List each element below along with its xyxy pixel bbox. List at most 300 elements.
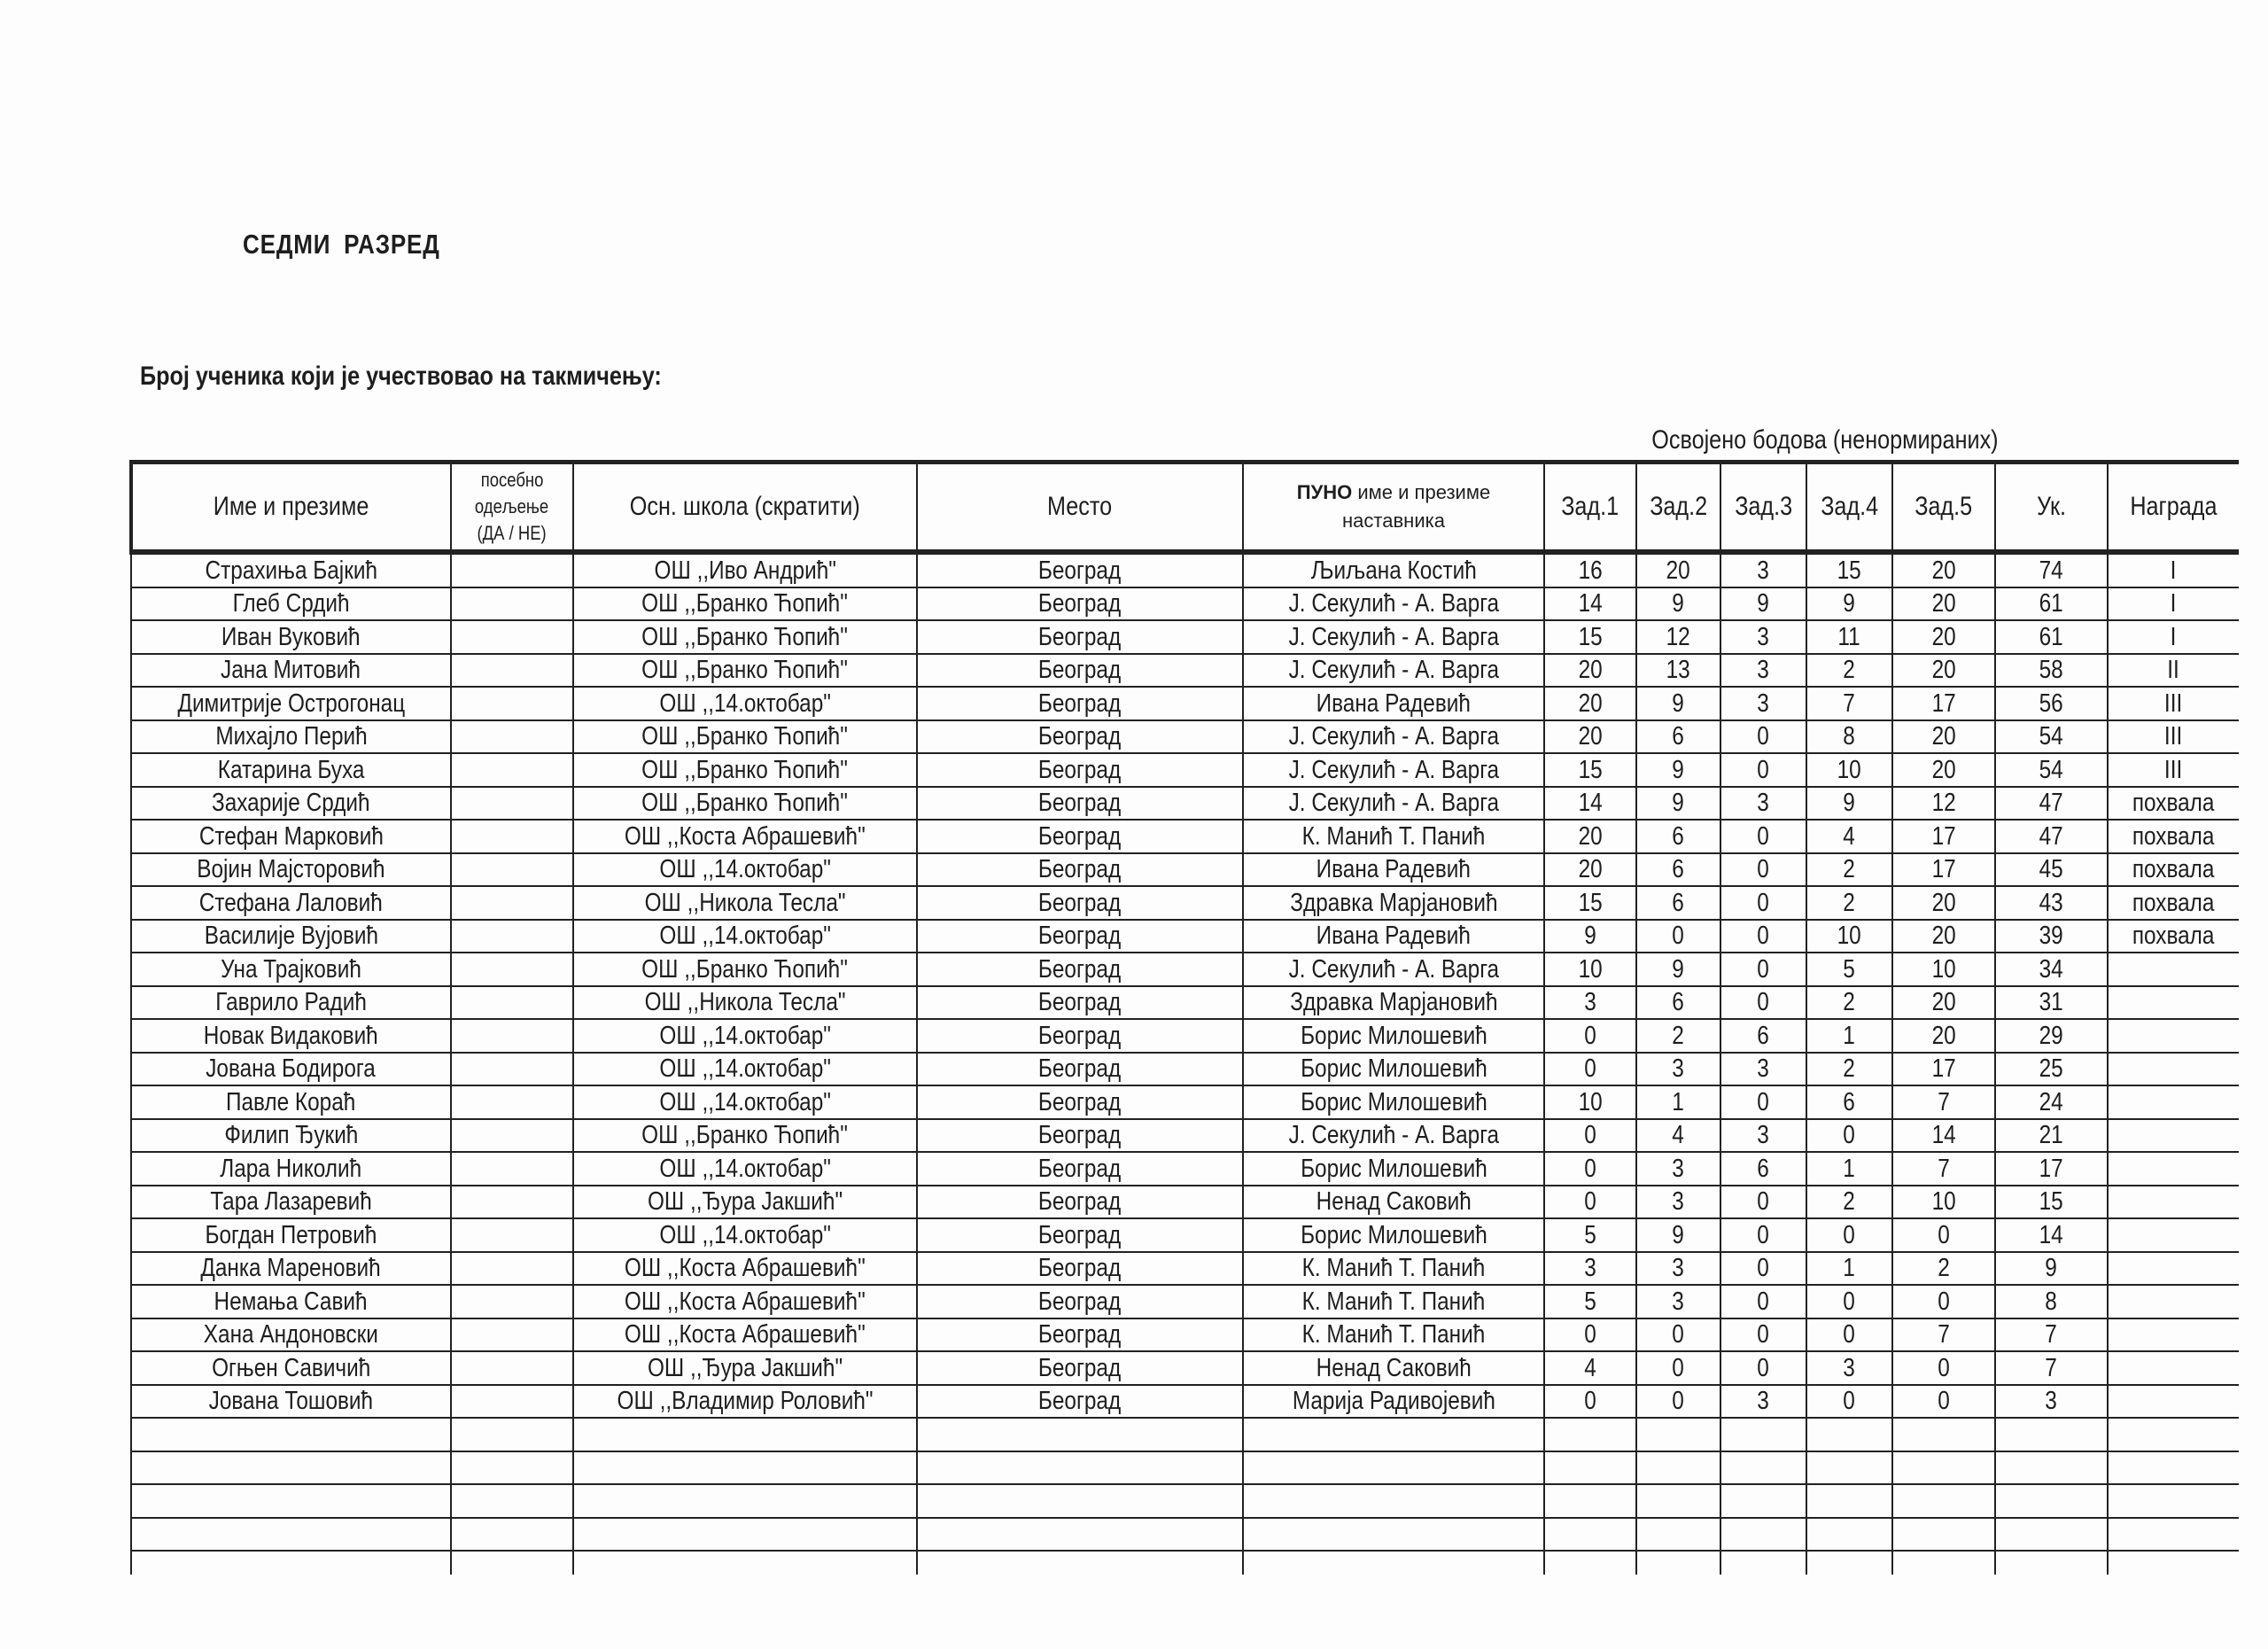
- cell-task-5: [1892, 1385, 1995, 1419]
- header-task-3: Зад.3: [1720, 463, 1806, 553]
- cell-task-4-text: 10: [1837, 922, 1862, 951]
- cell-school-text: ОШ ,,Ђура Јакшић": [647, 1353, 843, 1382]
- cell-place: [917, 1385, 1243, 1419]
- cell-task-5: [1892, 720, 1995, 754]
- cell-task-2-text: 9: [1672, 954, 1685, 984]
- cell-special-class: [451, 853, 573, 887]
- cell-student-name: [131, 620, 451, 654]
- cell-task-3-text: 0: [1757, 821, 1770, 851]
- cell-award: [2108, 953, 2239, 986]
- cell-total: [1995, 1318, 2108, 1352]
- cell-task-3-text: 3: [1757, 688, 1770, 718]
- cell-school-text: ОШ ,,Бранко Ћопић": [641, 755, 849, 784]
- cell-task-1: [1544, 1318, 1636, 1352]
- cell-task-5: [1892, 552, 1995, 587]
- cell-student-name: [131, 654, 451, 688]
- cell-total-text: 21: [2039, 1121, 2064, 1150]
- cell-student-name: [131, 1252, 451, 1286]
- cell-total: [1995, 1152, 2108, 1186]
- cell-task-4: [1806, 1119, 1892, 1153]
- cell-place: [917, 620, 1243, 654]
- cell-total-text: 45: [2039, 855, 2064, 884]
- cell-award-text: III: [2164, 722, 2183, 751]
- cell-task-2-text: 9: [1672, 688, 1685, 718]
- cell-task-1: [1544, 552, 1636, 587]
- cell-place: [917, 1218, 1243, 1252]
- cell-task-2-text: 12: [1666, 622, 1691, 651]
- cell-special-class: [451, 1385, 573, 1419]
- cell-task-1: [1544, 986, 1636, 1020]
- cell-student-name: [131, 1285, 451, 1318]
- cell-task-2-text: 6: [1672, 988, 1685, 1017]
- cell-award-text: I: [2171, 622, 2177, 651]
- cell-place-empty: [917, 1484, 1243, 1518]
- cell-special-class: [451, 787, 573, 821]
- cell-student-name-text: Василије Вујовић: [204, 922, 378, 951]
- cell-total: [1995, 687, 2108, 720]
- cell-total: [1995, 1285, 2108, 1318]
- cell-student-name-empty: [131, 1451, 451, 1485]
- cell-task-4-empty: [1806, 1418, 1892, 1451]
- cell-task-3-text: 0: [1757, 888, 1770, 917]
- cell-total: [1995, 1252, 2108, 1286]
- cell-task-2-text: 13: [1666, 656, 1691, 685]
- cell-special-class: [451, 1318, 573, 1352]
- cell-task-5-text: 20: [1931, 589, 1956, 618]
- cell-task-4: [1806, 1351, 1892, 1385]
- cell-task-5-text: 0: [1938, 1220, 1950, 1249]
- cell-total-text: 7: [2045, 1320, 2058, 1350]
- cell-task-2-text: 20: [1666, 556, 1691, 585]
- cell-special-class: [451, 552, 573, 587]
- cell-task-1-empty: [1544, 1451, 1636, 1485]
- cell-total-empty: [1995, 1551, 2108, 1575]
- cell-task-2: [1636, 1318, 1720, 1352]
- cell-total-text: 47: [2039, 821, 2064, 851]
- cell-special-class: [451, 820, 573, 853]
- cell-award: [2108, 687, 2239, 720]
- header-task-4: Зад.4: [1806, 463, 1892, 553]
- cell-task-4: [1806, 587, 1892, 621]
- cell-special-class: [451, 1119, 573, 1153]
- cell-task-4: [1806, 820, 1892, 853]
- cell-teacher: [1243, 1053, 1544, 1086]
- cell-place: [917, 986, 1243, 1020]
- cell-task-5-text: 20: [1931, 622, 1956, 651]
- cell-task-2: [1636, 1152, 1720, 1186]
- cell-school: [573, 1152, 917, 1186]
- cell-school: [573, 1085, 917, 1119]
- cell-special-class-empty: [451, 1418, 573, 1451]
- cell-task-3: [1720, 953, 1806, 986]
- cell-place-text: Београд: [1038, 1254, 1122, 1283]
- cell-place-text: Београд: [1038, 789, 1122, 818]
- cell-student-name: [131, 753, 451, 787]
- cell-school-text: ОШ ,,Бранко Ћопић": [641, 656, 849, 685]
- cell-teacher-text: Борис Милошевић: [1300, 1054, 1487, 1084]
- cell-award-empty: [2108, 1418, 2239, 1451]
- cell-task-5-text: 17: [1931, 1054, 1956, 1084]
- cell-student-name-text: Захарије Срдић: [212, 789, 370, 818]
- cell-task-1: [1544, 1385, 1636, 1419]
- cell-total-text: 58: [2039, 656, 2064, 685]
- cell-task-2: [1636, 953, 1720, 986]
- cell-teacher-text: J. Секулић - А. Варга: [1288, 656, 1499, 685]
- table-row: [131, 1019, 2239, 1053]
- cell-task-2: [1636, 920, 1720, 953]
- cell-school: [573, 886, 917, 920]
- cell-task-5-empty: [1892, 1451, 1995, 1485]
- cell-task-2-text: 2: [1672, 1021, 1685, 1050]
- table-row: [131, 1218, 2239, 1252]
- points-caption-text: Освојено бодова (ненормираних): [1651, 425, 1999, 455]
- cell-task-1: [1544, 1085, 1636, 1119]
- cell-total: [1995, 787, 2108, 821]
- cell-task-4-text: 5: [1843, 954, 1856, 984]
- cell-teacher-text: Здравка Марјановић: [1289, 988, 1498, 1017]
- cell-award: [2108, 886, 2239, 920]
- cell-task-2: [1636, 853, 1720, 887]
- cell-award-text: I: [2171, 556, 2177, 585]
- cell-task-4-text: 0: [1843, 1121, 1856, 1150]
- cell-teacher: [1243, 1019, 1544, 1053]
- cell-task-4: [1806, 720, 1892, 754]
- cell-school: [573, 720, 917, 754]
- cell-task-1-text: 20: [1578, 855, 1603, 884]
- cell-school-text: ОШ ,,Иво Андрић": [654, 556, 836, 585]
- cell-task-4: [1806, 753, 1892, 787]
- cell-task-3: [1720, 654, 1806, 688]
- cell-task-3-empty: [1720, 1484, 1806, 1518]
- cell-task-2: [1636, 587, 1720, 621]
- cell-task-5: [1892, 820, 1995, 853]
- cell-task-1-text: 10: [1578, 1087, 1603, 1116]
- cell-task-5: [1892, 1318, 1995, 1352]
- cell-task-5: [1892, 620, 1995, 654]
- cell-task-4-text: 10: [1837, 755, 1862, 784]
- cell-task-2-text: 0: [1672, 1387, 1685, 1416]
- cell-total: [1995, 920, 2108, 953]
- cell-place: [917, 552, 1243, 587]
- cell-award: [2108, 654, 2239, 688]
- cell-task-5: [1892, 1218, 1995, 1252]
- cell-task-1: [1544, 787, 1636, 821]
- cell-task-3-text: 0: [1757, 1320, 1770, 1350]
- cell-award-empty: [2108, 1451, 2239, 1485]
- cell-school: [573, 953, 917, 986]
- cell-task-3-text: 6: [1757, 1154, 1770, 1183]
- cell-task-4: [1806, 1385, 1892, 1419]
- cell-task-1: [1544, 587, 1636, 621]
- cell-task-1: [1544, 687, 1636, 720]
- cell-task-1-text: 5: [1584, 1287, 1596, 1316]
- cell-total: [1995, 886, 2108, 920]
- cell-total-text: 61: [2039, 589, 2064, 618]
- cell-task-5-text: 20: [1931, 1021, 1956, 1050]
- blank-table-row: [131, 1518, 2239, 1552]
- cell-task-2-empty: [1636, 1418, 1720, 1451]
- cell-school: [573, 1252, 917, 1286]
- cell-teacher-text: Борис Милошевић: [1300, 1087, 1487, 1116]
- table-row: [131, 1318, 2239, 1352]
- cell-student-name: [131, 853, 451, 887]
- cell-total-text: 29: [2039, 1021, 2064, 1050]
- cell-task-5-text: 20: [1931, 556, 1956, 585]
- cell-total-text: 9: [2045, 1254, 2058, 1283]
- cell-task-2-empty: [1636, 1518, 1720, 1552]
- cell-award: [2108, 1186, 2239, 1219]
- cell-teacher-text: J. Секулић - А. Варга: [1288, 954, 1499, 984]
- cell-teacher: [1243, 552, 1544, 587]
- cell-task-4: [1806, 787, 1892, 821]
- table-row: [131, 820, 2239, 853]
- cell-award-text: III: [2164, 755, 2183, 784]
- cell-task-4-text: 15: [1837, 556, 1862, 585]
- cell-place-text: Београд: [1038, 954, 1122, 984]
- cell-award-text: II: [2167, 656, 2180, 685]
- cell-task-2: [1636, 1351, 1720, 1385]
- cell-total: [1995, 853, 2108, 887]
- cell-special-class: [451, 1351, 573, 1385]
- cell-teacher-text: К. Манић Т. Панић: [1301, 1320, 1486, 1350]
- cell-teacher: [1243, 820, 1544, 853]
- cell-place: [917, 853, 1243, 887]
- header-task-1: Зад.1: [1544, 463, 1636, 553]
- cell-student-name: [131, 1385, 451, 1419]
- cell-task-3: [1720, 1085, 1806, 1119]
- cell-task-5-text: 20: [1931, 922, 1956, 951]
- cell-place-text: Београд: [1038, 888, 1122, 917]
- cell-total: [1995, 1186, 2108, 1219]
- cell-task-1-text: 20: [1578, 688, 1603, 718]
- cell-student-name: [131, 1318, 451, 1352]
- cell-task-3-text: 0: [1757, 1254, 1770, 1283]
- cell-student-name: [131, 1053, 451, 1086]
- cell-place: [917, 1119, 1243, 1153]
- cell-teacher: [1243, 587, 1544, 621]
- cell-teacher: [1243, 787, 1544, 821]
- cell-award: [2108, 620, 2239, 654]
- cell-award: [2108, 1019, 2239, 1053]
- cell-task-5-text: 12: [1931, 789, 1956, 818]
- cell-award-empty: [2108, 1518, 2239, 1552]
- cell-total: [1995, 1351, 2108, 1385]
- cell-task-1-text: 4: [1584, 1353, 1596, 1382]
- cell-award: [2108, 552, 2239, 587]
- cell-place-text: Београд: [1038, 1187, 1122, 1217]
- cell-task-5-text: 7: [1938, 1320, 1950, 1350]
- cell-task-5-text: 10: [1931, 954, 1956, 984]
- cell-place: [917, 1019, 1243, 1053]
- cell-total: [1995, 587, 2108, 621]
- cell-total: [1995, 620, 2108, 654]
- cell-task-3: [1720, 552, 1806, 587]
- cell-task-2-text: 3: [1672, 1187, 1685, 1217]
- header-teacher: ПУНО име и презиме наставника: [1243, 463, 1544, 553]
- blank-table-row: [131, 1484, 2239, 1518]
- cell-school-text: ОШ ,,Никола Тесла": [644, 988, 846, 1017]
- cell-award: [2108, 986, 2239, 1020]
- cell-task-4: [1806, 920, 1892, 953]
- cell-school-text: ОШ ,,Ђура Јакшић": [647, 1187, 843, 1217]
- cell-task-1: [1544, 953, 1636, 986]
- cell-task-2: [1636, 753, 1720, 787]
- cell-task-3-empty: [1720, 1451, 1806, 1485]
- cell-school: [573, 1318, 917, 1352]
- cell-task-2: [1636, 1019, 1720, 1053]
- cell-special-class: [451, 1186, 573, 1219]
- cell-task-5-text: 10: [1931, 1187, 1956, 1217]
- cell-total-empty: [1995, 1451, 2108, 1485]
- cell-task-2-text: 9: [1672, 589, 1685, 618]
- cell-student-name-empty: [131, 1551, 451, 1575]
- cell-task-1: [1544, 1119, 1636, 1153]
- cell-task-2-text: 3: [1672, 1287, 1685, 1316]
- cell-special-class: [451, 1252, 573, 1286]
- cell-place-empty: [917, 1451, 1243, 1485]
- table-row: [131, 787, 2239, 821]
- cell-school: [573, 1119, 917, 1153]
- cell-task-1: [1544, 1152, 1636, 1186]
- header-award: Награда: [2108, 463, 2239, 553]
- cell-student-name-text: Лара Николић: [220, 1154, 362, 1183]
- cell-place-text: Београд: [1038, 656, 1122, 685]
- cell-teacher-text: Ненад Саковић: [1316, 1353, 1472, 1382]
- cell-school-text: ОШ ,,14.октобар": [659, 1021, 831, 1050]
- cell-award-text: похвала: [2132, 922, 2215, 951]
- cell-task-2: [1636, 720, 1720, 754]
- cell-student-name: [131, 986, 451, 1020]
- cell-teacher-text: Здравка Марјановић: [1289, 888, 1498, 917]
- header-task-2: Зад.2: [1636, 463, 1720, 553]
- table-row: [131, 1252, 2239, 1286]
- cell-school: [573, 1186, 917, 1219]
- cell-special-class-empty: [451, 1551, 573, 1575]
- cell-task-5: [1892, 1186, 1995, 1219]
- cell-task-3-text: 3: [1757, 1121, 1770, 1150]
- cell-student-name-text: Јована Бодирога: [206, 1054, 377, 1084]
- cell-place-empty: [917, 1418, 1243, 1451]
- cell-student-name-text: Катарина Буха: [217, 755, 365, 784]
- cell-school: [573, 552, 917, 587]
- cell-place-text: Београд: [1038, 922, 1122, 951]
- cell-special-class: [451, 1085, 573, 1119]
- cell-task-1: [1544, 853, 1636, 887]
- cell-task-4-text: 1: [1843, 1154, 1856, 1183]
- cell-total-text: 34: [2039, 954, 2064, 984]
- cell-task-4: [1806, 1152, 1892, 1186]
- cell-place-text: Београд: [1038, 688, 1122, 718]
- cell-teacher: [1243, 1119, 1544, 1153]
- cell-place: [917, 587, 1243, 621]
- table-row: [131, 920, 2239, 953]
- cell-task-4-text: 11: [1837, 622, 1861, 651]
- cell-task-3: [1720, 1385, 1806, 1419]
- cell-task-1: [1544, 1351, 1636, 1385]
- cell-total-text: 17: [2039, 1154, 2064, 1183]
- cell-task-1: [1544, 920, 1636, 953]
- cell-total: [1995, 1385, 2108, 1419]
- cell-task-4-text: 2: [1843, 1054, 1856, 1084]
- participants-count-label: [140, 362, 761, 392]
- cell-school-text: ОШ ,,Никола Тесла": [644, 888, 846, 917]
- cell-teacher: [1243, 1085, 1544, 1119]
- cell-award: [2108, 853, 2239, 887]
- cell-task-3: [1720, 1285, 1806, 1318]
- cell-award-text: похвала: [2132, 821, 2215, 851]
- cell-special-class: [451, 654, 573, 688]
- cell-task-2-text: 3: [1672, 1254, 1685, 1283]
- cell-task-1-text: 0: [1584, 1154, 1596, 1183]
- cell-total-text: 3: [2045, 1387, 2058, 1416]
- cell-place: [917, 1351, 1243, 1385]
- header-total: Ук.: [1995, 463, 2108, 553]
- table-row: [131, 587, 2239, 621]
- cell-total: [1995, 552, 2108, 587]
- cell-award: [2108, 1119, 2239, 1153]
- cell-task-2-empty: [1636, 1551, 1720, 1575]
- cell-school: [573, 853, 917, 887]
- results-table: [129, 460, 2239, 1575]
- cell-teacher: [1243, 654, 1544, 688]
- document-title: [243, 229, 478, 261]
- cell-total-text: 61: [2039, 622, 2064, 651]
- cell-task-3-text: 0: [1757, 1353, 1770, 1382]
- cell-task-2: [1636, 1252, 1720, 1286]
- cell-task-3: [1720, 1119, 1806, 1153]
- cell-school-text: ОШ ,,Коста Абрашевић": [625, 1254, 866, 1283]
- cell-award: [2108, 1053, 2239, 1086]
- cell-school: [573, 1285, 917, 1318]
- cell-task-1-text: 0: [1584, 1054, 1596, 1084]
- cell-task-2-empty: [1636, 1451, 1720, 1485]
- cell-task-3: [1720, 787, 1806, 821]
- table-row: [131, 620, 2239, 654]
- cell-teacher: [1243, 886, 1544, 920]
- cell-task-3-text: 0: [1757, 1087, 1770, 1116]
- cell-school-empty: [573, 1418, 917, 1451]
- cell-task-3: [1720, 1019, 1806, 1053]
- cell-task-1: [1544, 1019, 1636, 1053]
- cell-task-4: [1806, 1085, 1892, 1119]
- cell-total: [1995, 1053, 2108, 1086]
- table-row: [131, 753, 2239, 787]
- table-row: [131, 1053, 2239, 1086]
- cell-teacher-text: Ивана Радевић: [1316, 855, 1472, 884]
- cell-task-4-text: 9: [1843, 789, 1856, 818]
- cell-total-text: 8: [2045, 1287, 2058, 1316]
- cell-task-5: [1892, 853, 1995, 887]
- cell-teacher-text: К. Манић Т. Панић: [1301, 1287, 1486, 1316]
- cell-teacher: [1243, 1186, 1544, 1219]
- cell-teacher-text: J. Секулић - А. Варга: [1288, 789, 1499, 818]
- cell-student-name-text: Глеб Срдић: [232, 589, 350, 618]
- cell-task-4: [1806, 1318, 1892, 1352]
- cell-award: [2108, 1218, 2239, 1252]
- cell-task-4-text: 2: [1843, 988, 1856, 1017]
- cell-teacher-text: К. Манић Т. Панић: [1301, 1254, 1486, 1283]
- cell-task-5-text: 17: [1931, 821, 1956, 851]
- cell-teacher: [1243, 753, 1544, 787]
- cell-school-text: ОШ ,,14.октобар": [659, 1087, 831, 1116]
- cell-task-1-text: 0: [1584, 1021, 1596, 1050]
- cell-task-2: [1636, 986, 1720, 1020]
- cell-place-text: Београд: [1038, 1087, 1122, 1116]
- cell-task-1: [1544, 654, 1636, 688]
- cell-task-3-text: 0: [1757, 1187, 1770, 1217]
- cell-special-class-empty: [451, 1451, 573, 1485]
- cell-special-class: [451, 753, 573, 787]
